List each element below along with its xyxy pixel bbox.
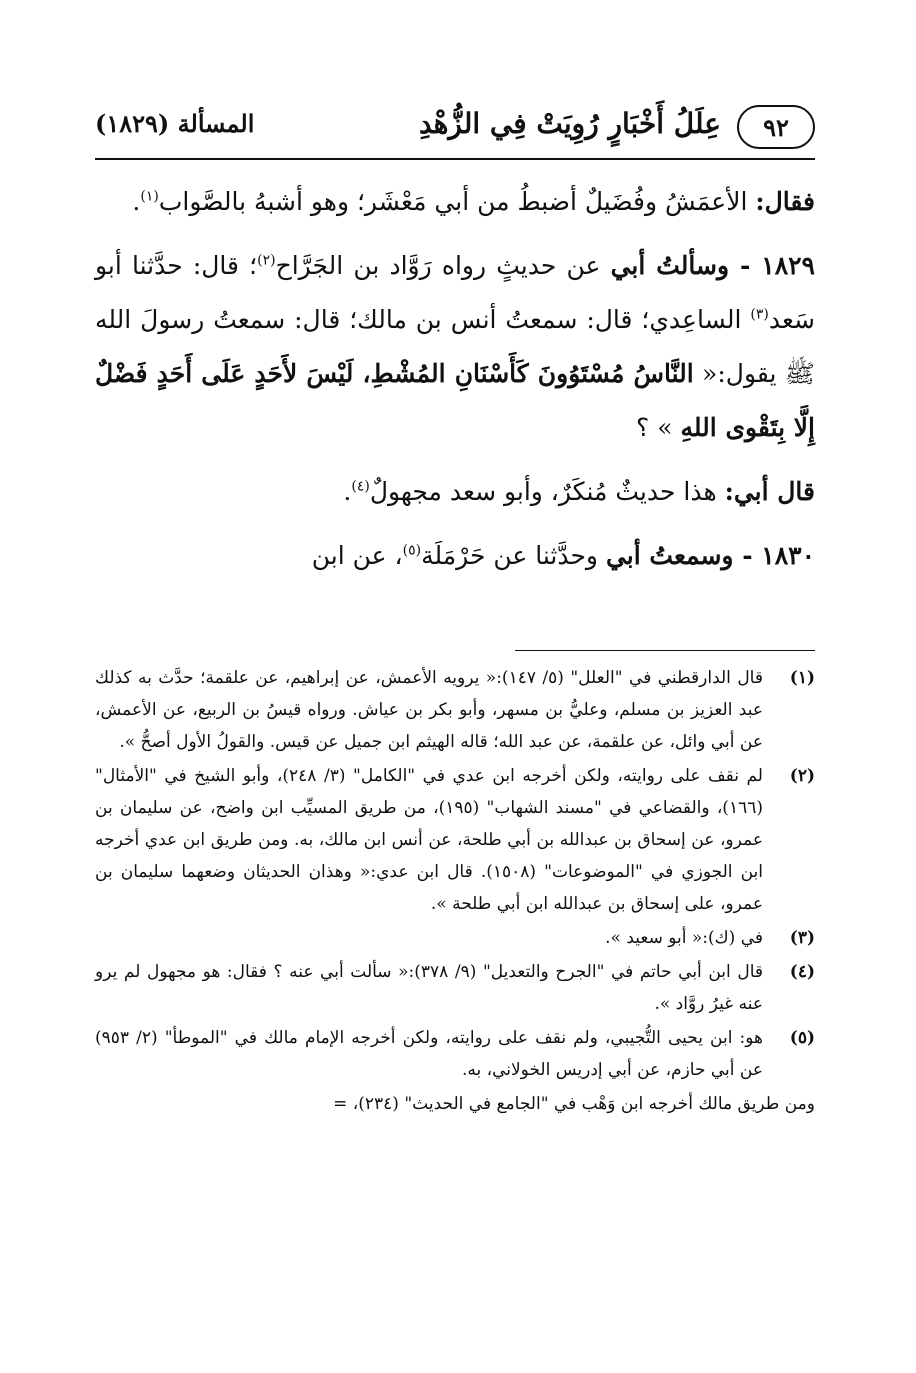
footnote-text: قال الدارقطني في "العلل" (٥/ ١٤٧):« يرويه الأعمش، عن إبراهيم، عن علقمة؛ حدَّث به كذلك عبد العزيز بن مسلم، وعليُّ بن مسهر، وأبو بكر بن عياش. ورواه قيسُ بن الربيع، عن الأعمش، عن أبي وائل، عن علقمة، عن عبد الله؛ قاله الهيثم ابن جميل عن قيس. والقولُ الأول أصحُّ ».: [95, 668, 763, 752]
footnote-ref: (٤): [351, 478, 370, 495]
footnote-number: (٣): [789, 928, 815, 948]
footnote-ref: (٢): [257, 252, 276, 269]
paragraph-text: ، عن ابن: [311, 541, 403, 570]
paragraph-text: الساعِدي؛ قال: سمعتُ أنس بن مالك؛ قال: سمعتُ رسولَ الله ﷺ يقول:«: [95, 305, 816, 388]
speaker-label: فقال:: [755, 187, 815, 216]
paragraph-text: ؛ قال: حدَّثنا أبو سَعد: [95, 251, 815, 334]
page-number: ٩٢: [737, 105, 815, 149]
paragraph-text: عن حديثٍ رواه رَوَّاد بن الجَرَّاح: [275, 251, 611, 280]
footnote-text: هو: ابن يحيى التُّجيبي، ولم نقف على روايته، ولكن أخرجه الإمام مالك في "الموطأ" (٢/ ٩٥٣) عن أبي حازم، عن أبي إدريس الخولاني، به.: [95, 1028, 763, 1080]
paragraph-1829: [95, 239, 815, 455]
book-title: عِلَلُ أَخْبَارٍ رُوِيَتْ فِي الزُّهْدِ: [418, 107, 721, 140]
footnote-item: [95, 662, 815, 758]
footnote-number: (٥): [789, 1028, 815, 1048]
footnote-number: (٢): [789, 766, 815, 786]
footnotes: [95, 662, 815, 1120]
issue-number: ١٨٢٩ - وسألتُ أبي: [610, 251, 815, 280]
punctuation: .: [343, 477, 352, 506]
issue-number: ١٨٣٠ - وسمعتُ أبي: [605, 541, 815, 570]
footnote-ref: (١): [140, 188, 159, 205]
paragraph-text: وحدَّثنا عن حَرْمَلَة: [421, 541, 606, 570]
footnote-text: في (ك):« أبو سعيد ».: [605, 928, 763, 948]
header-divider: [95, 158, 815, 160]
footnote-item: [95, 1022, 815, 1086]
footnote-item: [95, 922, 815, 954]
footnote-divider: [515, 650, 815, 651]
footnote-continuation: ومن طريق مالك أخرجه ابن وَهْب في "الجامع في الحديث" (٢٣٤)، =: [333, 1094, 815, 1114]
footnote-item: [95, 956, 815, 1020]
punctuation: » ؟: [636, 413, 681, 442]
footnote-text: قال ابن أبي حاتم في "الجرح والتعديل" (٩/ ٣٧٨):« سألت أبي عنه ؟ فقال: هو مجهول لم يرو عنه غيرُ روَّاد ».: [95, 962, 763, 1014]
issue-label: المسألة (١٨٢٩): [95, 109, 255, 138]
hadith-text: النَّاسُ مُسْتَوُونَ كَأَسْنَانِ المُشْطِ، لَيْسَ لأَحَدٍ عَلَى أَحَدٍ فَضْلٌ إِلَّا بِتَقْوى اللهِ: [95, 359, 815, 442]
main-text: [95, 175, 815, 593]
paragraph-text: الأعمَشُ وفُضَيلٌ أضبطُ من أبي مَعْشَر؛ وهو أشبهُ بالصَّواب: [158, 187, 756, 216]
footnote-ref: (٥): [402, 542, 422, 559]
paragraph-text: هذا حديثٌ مُنكَرٌ، وأبو سعد مجهولٌ: [369, 477, 725, 506]
paragraph-1830: [95, 529, 815, 583]
footnote-ref: (٣): [750, 306, 769, 323]
footnote-text: لم نقف على روايته، ولكن أخرجه ابن عدي في "الكامل" (٣/ ٢٤٨)، وأبو الشيخ في "الأمثال" (١٦٦)، والقضاعي في "مسند الشهاب" (١٩٥)، من طريق المسيِّب ابن واضح، عن سليمان بن عمرو، عن إسحاق بن عبدالله بن أبي طلحة، عن أنس ابن مالك، به. ومن طريق ابن عدي أخرجه ابن الجوزي في "الموضوعات" (١٥٠٨). قال ابن عدي:« وهذان الحديثان وضعهما سليمان بن عمرو، على إسحاق بن عبدالله ابن أبي طلحة ».: [95, 766, 763, 914]
footnote-number: (١): [789, 668, 815, 688]
punctuation: .: [132, 187, 141, 216]
paragraph-1: [95, 175, 815, 229]
page-header: [95, 105, 815, 151]
speaker-label: قال أبي:: [724, 477, 815, 506]
footnote-number: (٤): [789, 962, 815, 982]
paragraph-3: [95, 465, 815, 519]
footnote-item: [95, 760, 815, 920]
